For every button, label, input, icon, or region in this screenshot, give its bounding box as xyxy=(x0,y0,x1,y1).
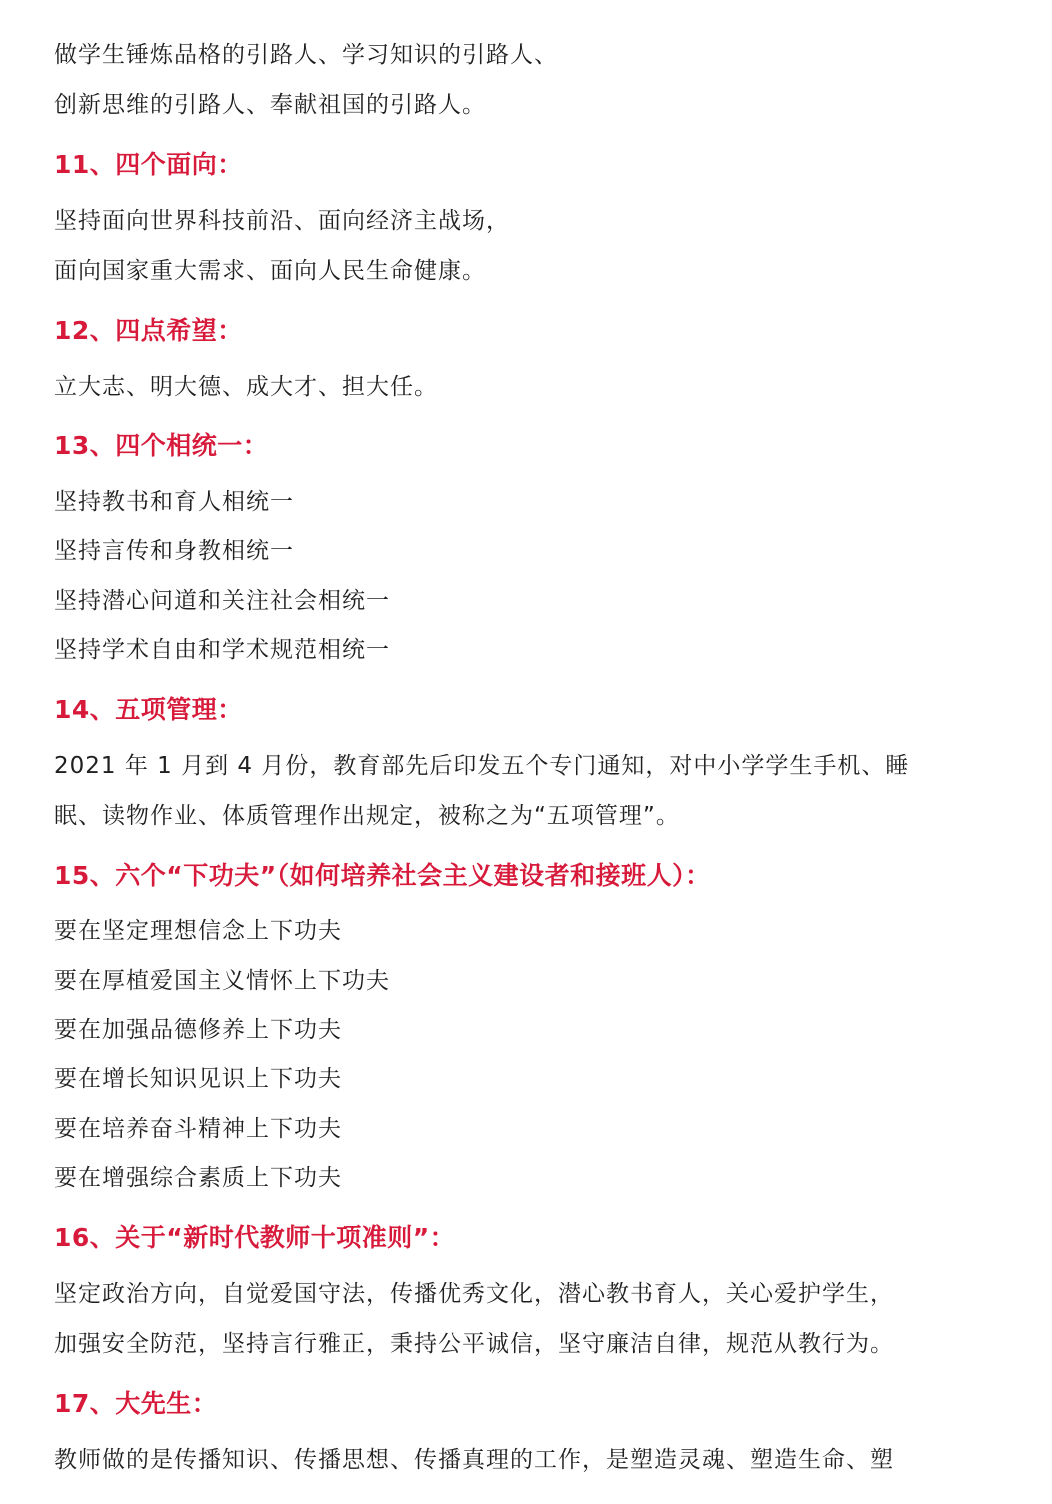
section-13-line-2: 坚持言传和身教相统一 xyxy=(54,538,294,564)
section-11-line-2: 面向国家重大需求、面向人民生命健康。 xyxy=(54,258,486,284)
section-heading-14: 14、五项管理： xyxy=(54,695,243,724)
section-16-line-2: 加强安全防范，坚持言行雅正，秉持公平诚信，坚守廉洁自律，规范从教行为。 xyxy=(54,1331,894,1357)
section-heading-11: 11、四个面向： xyxy=(54,150,243,179)
section-15-line-2: 要在厚植爱国主义情怀上下功夫 xyxy=(54,968,390,994)
section-15-line-5: 要在培养奋斗精神上下功夫 xyxy=(54,1116,342,1142)
section-17-line-1: 教师做的是传播知识、传播思想、传播真理的工作，是塑造灵魂、塑造生命、塑 xyxy=(54,1447,894,1473)
intro-line-2: 创新思维的引路人、奉献祖国的引路人。 xyxy=(54,92,486,118)
section-15-line-4: 要在增长知识见识上下功夫 xyxy=(54,1066,342,1092)
section-15-line-1: 要在坚定理想信念上下功夫 xyxy=(54,918,342,944)
section-14-line-1: 2021 年 1 月到 4 月份，教育部先后印发五个专门通知，对中小学学生手机、睡 xyxy=(54,753,910,779)
section-15-line-3: 要在加强品德修养上下功夫 xyxy=(54,1017,342,1043)
section-15-line-6: 要在增强综合素质上下功夫 xyxy=(54,1165,342,1191)
section-heading-13: 13、四个相统一： xyxy=(54,431,269,460)
section-heading-16: 16、关于“新时代教师十项准则”： xyxy=(54,1223,456,1252)
section-11-line-1: 坚持面向世界科技前沿、面向经济主战场， xyxy=(54,208,510,234)
section-heading-12: 12、四点希望： xyxy=(54,316,243,345)
section-13-line-3: 坚持潜心问道和关注社会相统一 xyxy=(54,588,390,614)
section-14-line-2: 眠、读物作业、体质管理作出规定，被称之为“五项管理”。 xyxy=(54,803,680,829)
section-12-line-1: 立大志、明大德、成大才、担大任。 xyxy=(54,374,438,400)
section-heading-17: 17、大先生： xyxy=(54,1389,218,1418)
section-13-line-4: 坚持学术自由和学术规范相统一 xyxy=(54,637,390,663)
section-16-line-1: 坚定政治方向，自觉爱国守法，传播优秀文化，潜心教书育人，关心爱护学生， xyxy=(54,1281,894,1307)
section-heading-15: 15、六个“下功夫”（如何培养社会主义建设者和接班人）： xyxy=(54,861,711,890)
section-13-line-1: 坚持教书和育人相统一 xyxy=(54,489,294,515)
intro-line-1: 做学生锤炼品格的引路人、学习知识的引路人、 xyxy=(54,42,558,68)
